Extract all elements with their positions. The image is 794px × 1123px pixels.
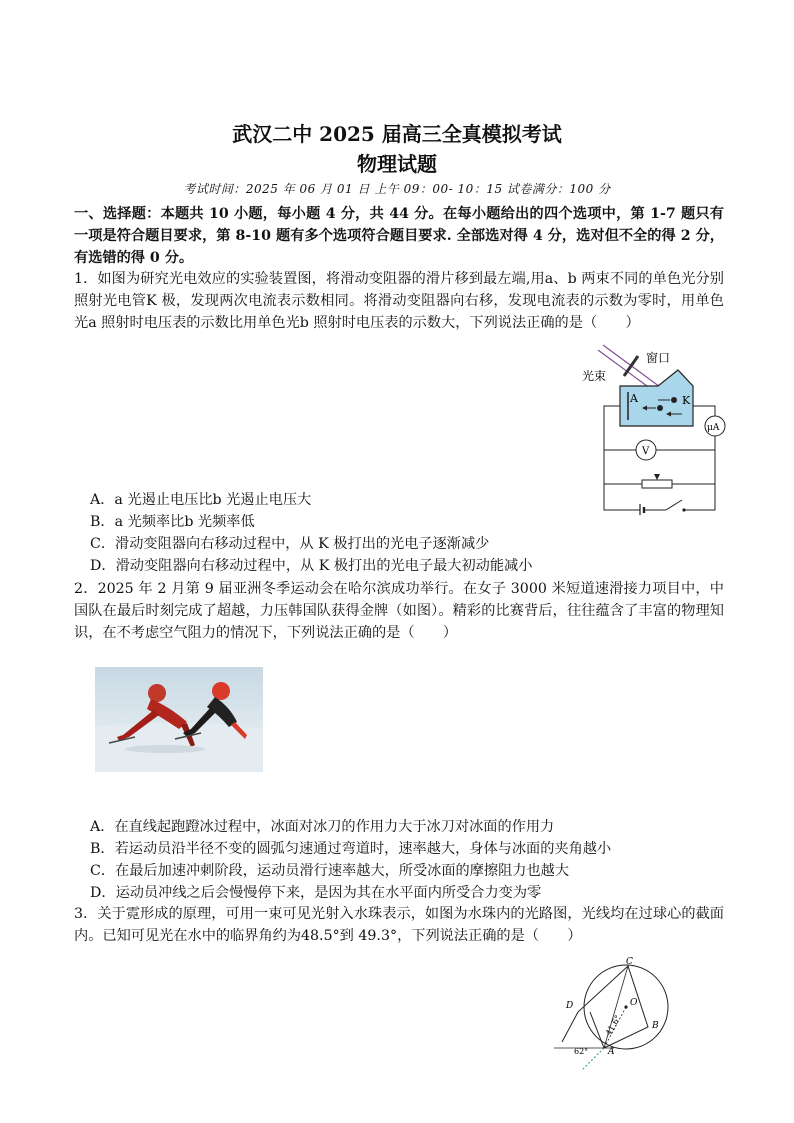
question-1-option-d: D．滑动变阻器向右移动过程中，从 K 极打出的光电子最大初动能减小 bbox=[90, 558, 533, 574]
label-b: B bbox=[652, 1021, 659, 1031]
section-heading: 一、选择题：本题共 10 小题，每小题 4 分，共 44 分。在每小题给出的四个选项中，第 1-7 题只有一项是符合题目要求，第 8-10 题有多个选项符合题目要求. 全部选对得 4 分，选对但不全的得 2 分，有选错的得 0 分。 bbox=[74, 206, 724, 266]
label-d: D bbox=[566, 1001, 574, 1011]
circuit-wire bbox=[693, 406, 715, 416]
window-plate bbox=[624, 356, 638, 376]
voltmeter-label: V bbox=[642, 446, 650, 457]
skater-helmet bbox=[148, 684, 166, 702]
angle-label-2: 62° bbox=[574, 1047, 589, 1056]
switch-lever bbox=[666, 500, 682, 510]
exam-subject: 物理试题 bbox=[357, 152, 437, 176]
question-1-option-a: A．a 光遏止电压比b 光遏止电压大 bbox=[90, 492, 312, 508]
question-2-option-a: A．在直线起跑蹬冰过程中，冰面对冰刀的作用力大于冰刀对冰面的作用力 bbox=[90, 819, 555, 835]
cathode-label: K bbox=[682, 394, 691, 407]
question-2-option-c: C．在最后加速冲刺阶段，运动员滑行速率越大，所受冰面的摩擦阻力也越大 bbox=[90, 863, 570, 879]
question-1-options bbox=[90, 489, 532, 577]
angle-label-1: 41.6° bbox=[603, 1013, 623, 1037]
label-c: C bbox=[626, 957, 633, 967]
rheostat bbox=[642, 480, 672, 488]
photoelectric-apparatus-figure bbox=[578, 340, 728, 515]
label-o: O bbox=[630, 998, 638, 1008]
skater-shadow bbox=[125, 745, 205, 753]
light-ray-path bbox=[590, 1012, 604, 1048]
exam-info: 考试时间：2025 年 06 月 01 日 上午 09：00- 10：15 试卷满分：100 分 bbox=[183, 182, 611, 196]
electron-dot bbox=[657, 405, 663, 411]
question-2-option-b: B．若运动员沿半径不变的圆弧匀速通过弯道时，速率越大，身体与冰面的夹角越小 bbox=[90, 841, 612, 857]
question-2-option-d: D．运动员冲线之后会慢慢停下来，是因为其在水平面内所受合力变为零 bbox=[90, 885, 542, 901]
window-label: 窗口 bbox=[646, 351, 671, 365]
beam-label: 光束 bbox=[582, 369, 607, 383]
question-2-options bbox=[90, 816, 611, 904]
anode-label: A bbox=[630, 392, 638, 405]
question-3-stem: 3．关于霓形成的原理，可用一束可见光射入水珠表示，如图为水珠内的光路图，光线均在过球心的截面内。已知可见光在水中的临界角约为48.5°到 49.3°，下列说法正确的是（ ） bbox=[74, 906, 724, 944]
question-1-option-c: C．滑动变阻器向右移动过程中，从 K 极打出的光电子逐渐减少 bbox=[90, 536, 490, 552]
speed-skating-photo bbox=[95, 667, 263, 772]
ammeter-label: μA bbox=[707, 423, 720, 433]
label-a: A bbox=[608, 1047, 615, 1057]
skater-helmet bbox=[212, 682, 230, 700]
circuit-wire bbox=[684, 484, 715, 510]
exam-title: 武汉二中 2025 届高三全真模拟考试 bbox=[232, 122, 562, 146]
water-droplet-figure bbox=[554, 952, 674, 1070]
question-1-stem: 1．如图为研究光电效应的实验装置图，将滑动变阻器的滑片移到最左端,用a、b 两束不同的单色光分别照射光电管K 极，发现两次电流表示数相同。将滑动变阻器向右移，发现电流表的示数为零时，用单色光a 照射时电压表的示数比用单色光b 照射时电压表的示数大，下列说法正确的是（ ） bbox=[74, 271, 724, 331]
circuit-wire bbox=[682, 436, 715, 484]
question-2-stem: 2．2025 年 2 月第 9 届亚洲冬季运动会在哈尔滨成功举行。在女子 3000 米短道速滑接力项目中，中国队在最后时刻完成了超越，力压韩国队获得金牌（如图）。精彩的比赛背后，往往蕴含了丰富的物理知识，在不考虑空气阻力的情况下，下列说法正确的是（ ） bbox=[74, 581, 724, 641]
electron-dot bbox=[671, 397, 677, 403]
slider-icon bbox=[654, 474, 660, 480]
question-1-option-b: B．a 光频率比b 光频率低 bbox=[90, 514, 255, 530]
